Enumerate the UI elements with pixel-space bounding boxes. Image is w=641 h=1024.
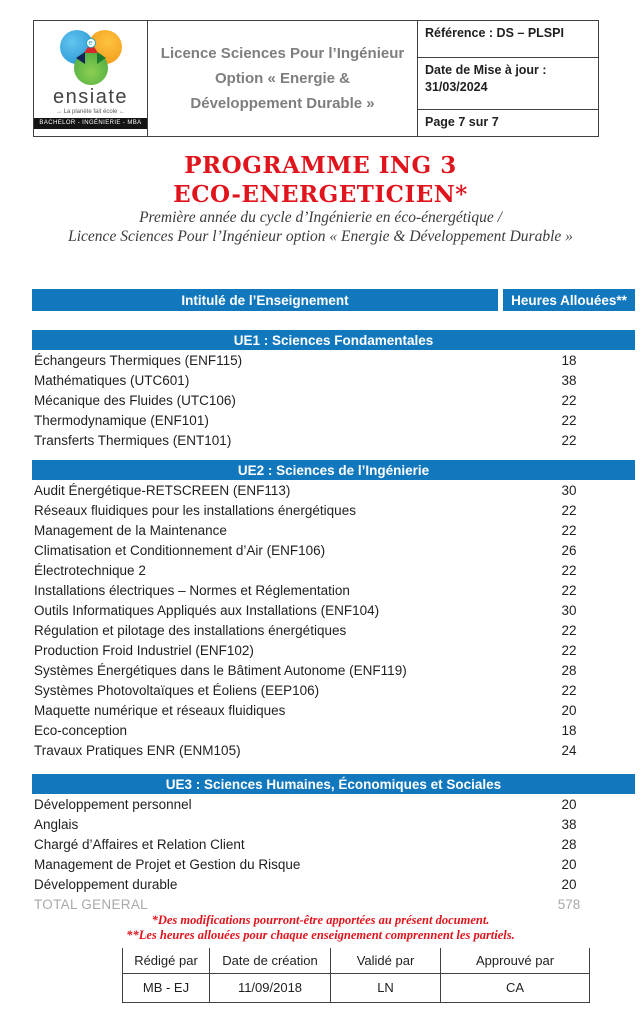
course-hours: 22 [561,582,577,598]
course-row [32,680,635,700]
footnotes [0,913,641,943]
course-row [32,640,635,660]
course-hours: 26 [561,542,577,558]
course-row [32,794,635,814]
course-name: Systèmes Énergétiques dans le Bâtiment Autonome (ENF119) [34,662,407,678]
brand-tagline: → La planète fait école ← [55,109,126,115]
course-row [32,620,635,640]
signature-header-valide: Validé par [331,948,441,973]
course-row [32,700,635,720]
logo-cell [34,21,148,136]
course-name: Réseaux fluidiques pour les installations énergétiques [34,502,356,518]
course-row [32,660,635,680]
signature-header-row [123,948,590,973]
page-subtitle-line2: Licence Sciences Pour l’Ingénieur option « Energie & Développement Durable » [68,227,573,245]
course-row [32,540,635,560]
course-hours: 20 [561,796,577,812]
course-hours: 22 [561,642,577,658]
course-row [32,410,635,430]
page-subtitle [0,209,641,246]
course-row [32,370,635,390]
course-hours: 38 [561,816,577,832]
course-name: Management de la Maintenance [34,522,227,538]
course-name: Climatisation et Conditionnement d’Air (ENF106) [34,542,326,558]
section-header: UE2 : Sciences de l’Ingénierie [32,460,635,480]
course-name: Chargé d’Affaires et Relation Client [34,836,245,852]
course-hours: 22 [561,502,577,518]
page-title [0,151,641,209]
course-name: Installations électriques – Normes et Réglementation [34,582,350,598]
course-name: Outils Informatiques Appliqués aux Installations (ENF104) [34,602,380,618]
signature-value-redige: MB - EJ [123,973,210,1002]
page-number-row: Page 7 sur 7 [425,115,499,129]
footnote-1: *Des modifications pourront-être apportées au présent document. [151,913,490,927]
course-row [32,430,635,450]
courses-table [32,289,635,914]
course-row [32,580,635,600]
program-name-line2: Option « Energie & [214,70,350,87]
course-hours: 30 [561,482,577,498]
page-title-line1: PROGRAMME ING 3 [184,152,457,179]
course-row [32,500,635,520]
course-hours: 22 [561,432,577,448]
brand-name: ensiate [53,86,128,108]
course-name: Transferts Thermiques (ENT101) [34,432,232,448]
course-name: Systèmes Photovoltaïques et Éoliens (EEP106) [34,682,320,698]
signature-header-date: Date de création [210,948,331,973]
course-name: Maquette numérique et réseaux fluidiques [34,702,286,718]
course-hours: 18 [561,722,577,738]
course-hours: 20 [561,856,577,872]
course-hours: 38 [561,372,577,388]
update-date-label: Date de Mise à jour : [425,63,547,77]
course-hours: 18 [561,352,577,368]
course-hours: 22 [561,392,577,408]
course-name: Thermodynamique (ENF101) [34,412,209,428]
course-hours: 28 [561,662,577,678]
signature-table [122,948,590,1003]
total-row [32,894,635,914]
course-hours: 22 [561,412,577,428]
course-name: Développement personnel [34,796,192,812]
course-name: Développement durable [34,876,178,892]
program-name-line1: Licence Sciences Pour l’Ingénieur [160,45,405,62]
signature-header-redige: Rédigé par [123,948,210,973]
page-subtitle-line1: Première année du cycle d’Ingénierie en éco-énergétique / [139,209,502,226]
course-row [32,520,635,540]
logo-green-triangle [97,52,106,64]
document-header-table [33,20,599,137]
reference-row: Référence : DS – PLSPI [418,21,598,58]
course-row [32,854,635,874]
course-row [32,720,635,740]
course-row [32,834,635,854]
page-title-line2: ECO-ENERGETICIEN* [173,181,468,208]
course-hours: 22 [561,562,577,578]
course-name: Production Froid Industriel (ENF102) [34,642,254,658]
course-sections [32,330,635,894]
update-date-row [418,58,598,110]
course-hours: 20 [561,876,577,892]
program-name-cell [148,21,418,136]
signature-header-approuve: Approuvé par [441,948,590,973]
course-row [32,480,635,500]
course-hours: 24 [561,742,577,758]
brand-banner: BACHELOR - INGÉNIERIE - MBA [34,118,146,129]
course-name: Travaux Pratiques ENR (ENM105) [34,742,241,758]
course-name: Mathématiques (UTC601) [34,372,190,388]
course-row [32,390,635,410]
course-name: Eco-conception [34,722,128,738]
course-hours: 30 [561,602,577,618]
column-header-hours: Heures Allouées** [503,289,635,311]
course-name: Électrotechnique 2 [34,562,146,578]
logo-navy-triangle [76,52,85,64]
course-hours: 28 [561,836,577,852]
total-hours: 578 [557,896,581,912]
column-header-course: Intitulé de l’Enseignement [32,289,498,311]
course-name: Management de Projet et Gestion du Risque [34,856,301,872]
ensiate-logo-icon [59,30,123,86]
course-row [32,740,635,760]
course-hours: 22 [561,522,577,538]
course-hours: 20 [561,702,577,718]
signature-values-row [123,973,590,1002]
course-row [32,874,635,894]
courses-table-header [32,289,635,311]
course-row [32,600,635,620]
course-row [32,350,635,370]
update-date-value: 31/03/2024 [425,80,488,94]
signature-value-approuve: CA [441,973,590,1002]
course-row [32,814,635,834]
total-label: TOTAL GENERAL [34,896,148,912]
section-header: UE3 : Sciences Humaines, Économiques et Sociales [32,774,635,794]
signature-value-valide: LN [331,973,441,1002]
section-header: UE1 : Sciences Fondamentales [32,330,635,350]
document-meta-cell [418,21,598,136]
course-name: Mécanique des Fluides (UTC106) [34,392,236,408]
signature-value-date: 11/09/2018 [210,973,331,1002]
footnote-2: **Les heures allouées pour chaque enseignement comprennent les partiels. [126,928,515,942]
course-name: Anglais [34,816,79,832]
course-name: Échangeurs Thermiques (ENF115) [34,352,243,368]
course-name: Régulation et pilotage des installations énergétiques [34,622,347,638]
program-name-line3: Développement Durable » [190,95,375,112]
logo-e-badge: e [86,38,96,48]
course-name: Audit Énergétique-RETSCREEN (ENF113) [34,482,291,498]
course-hours: 22 [561,622,577,638]
course-row [32,560,635,580]
course-hours: 22 [561,682,577,698]
